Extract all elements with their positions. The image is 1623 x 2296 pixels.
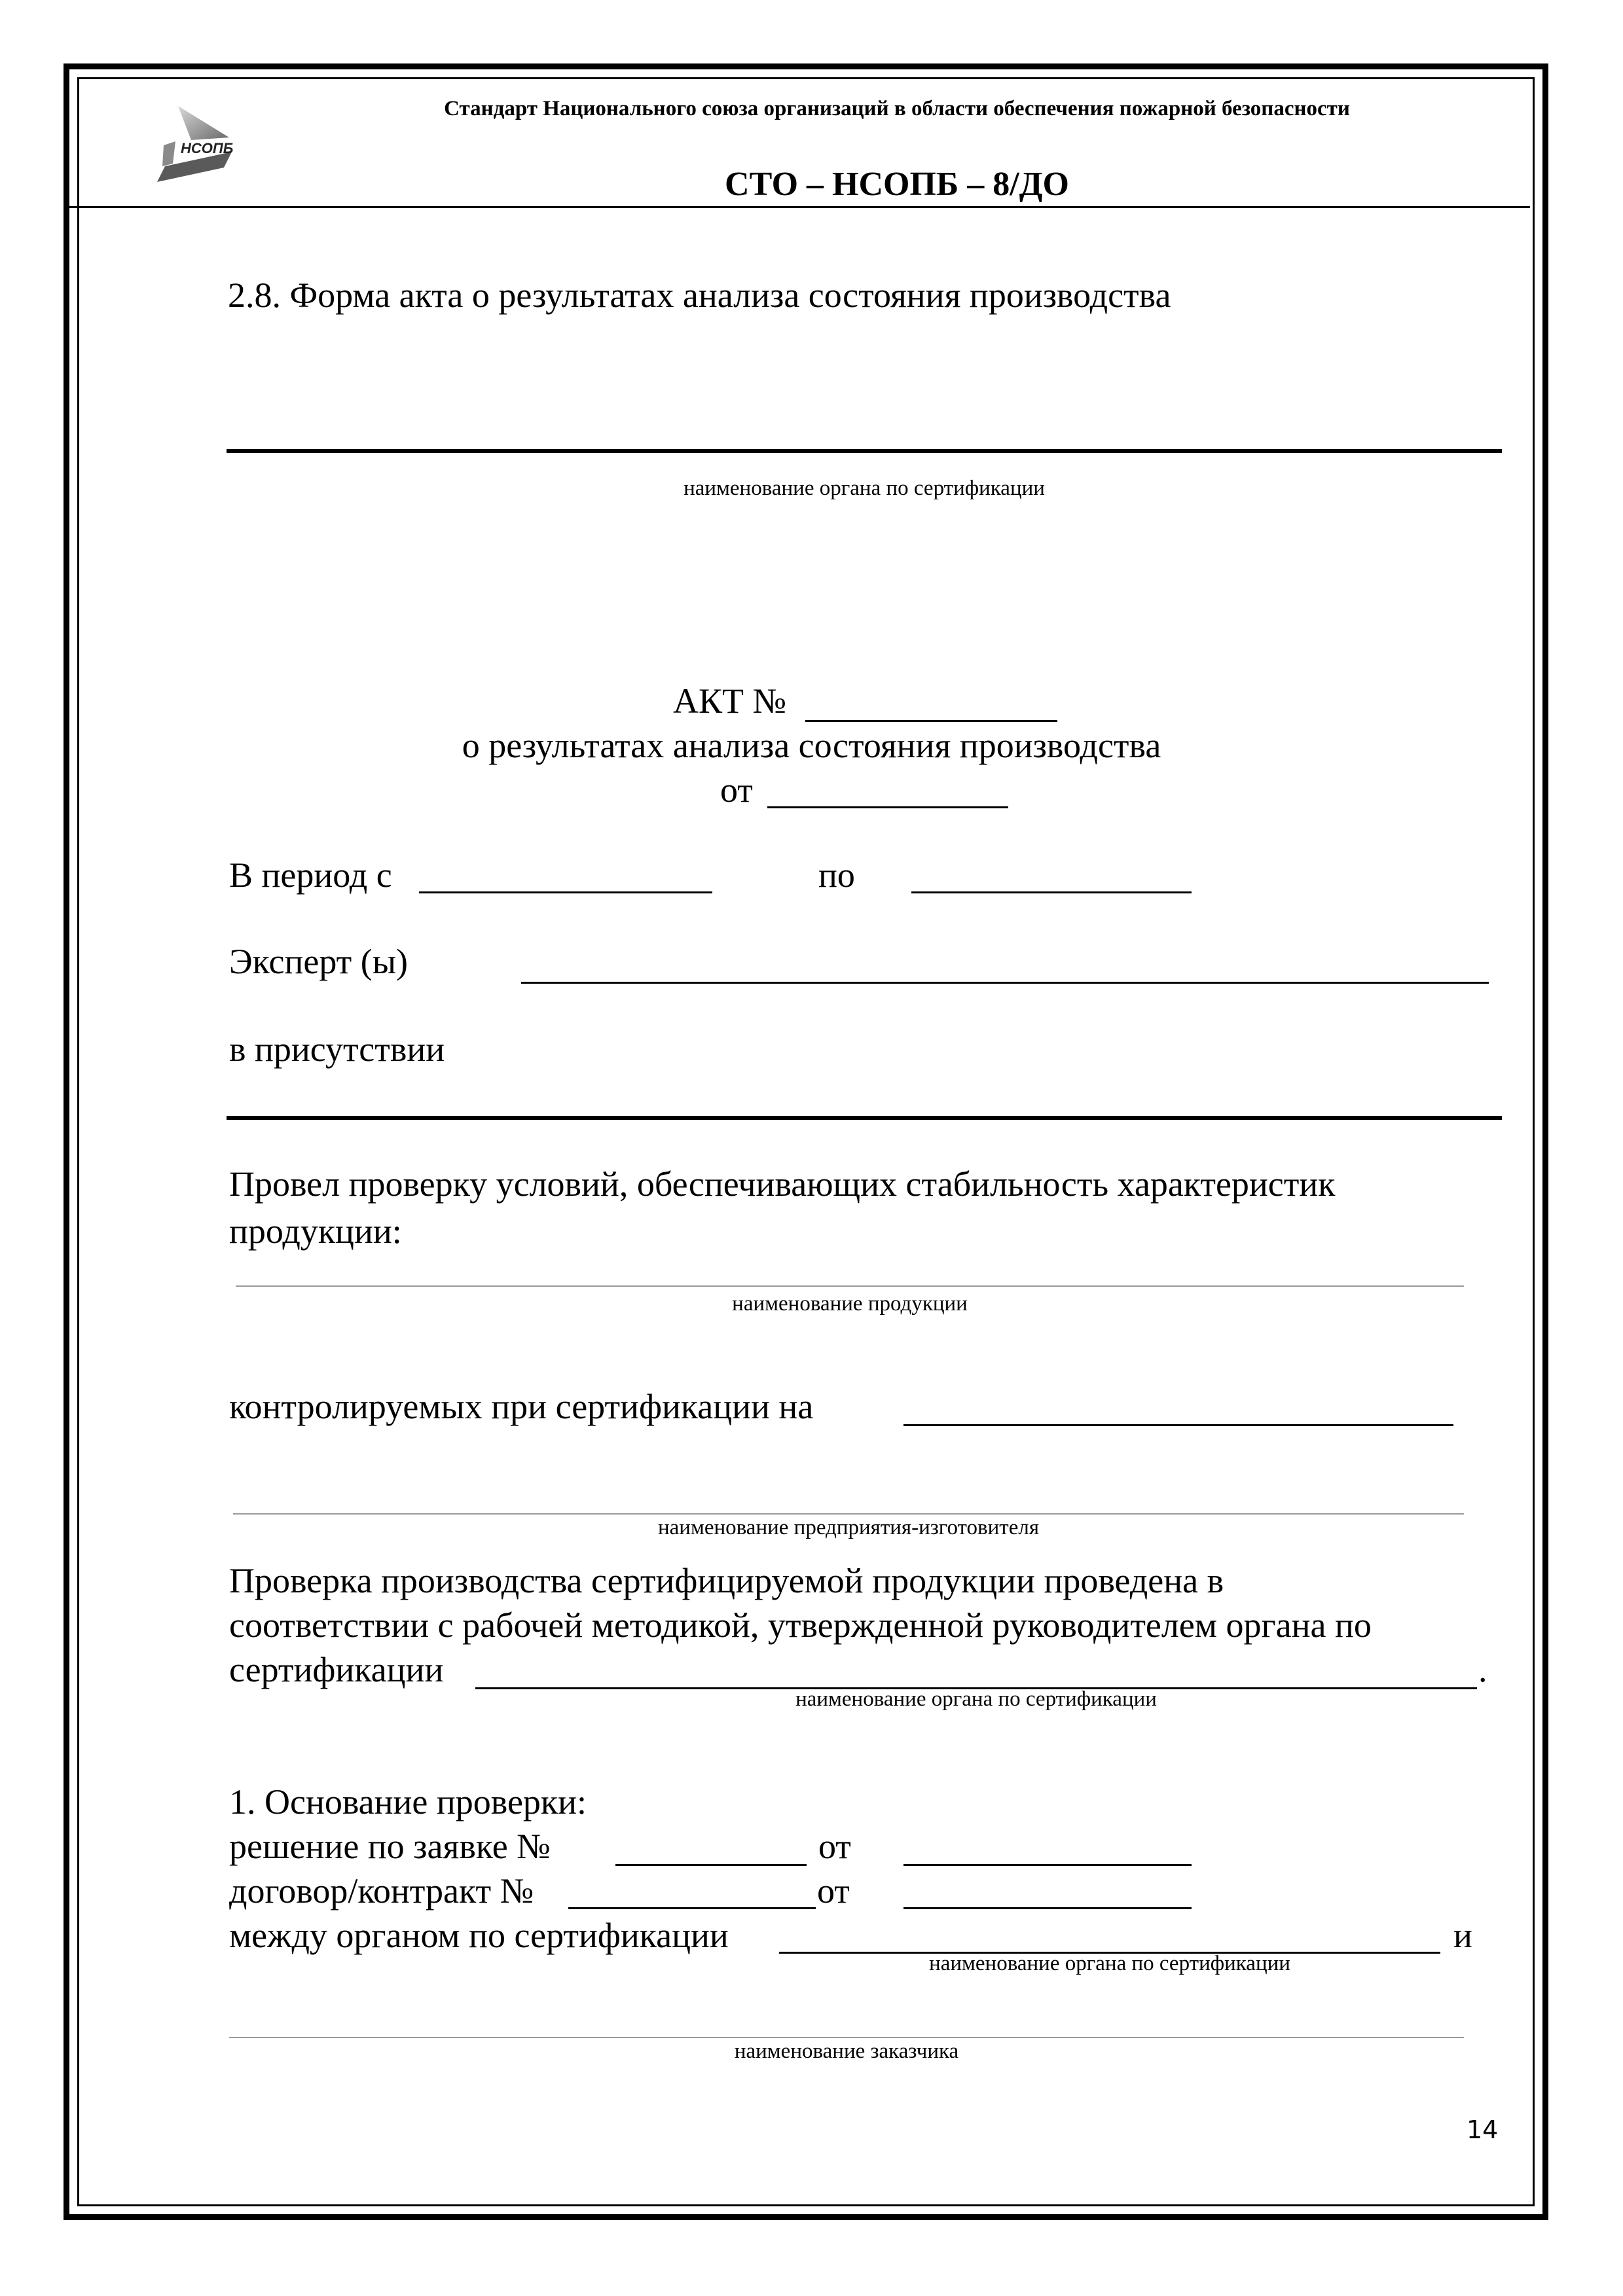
presence-line [227,1116,1502,1120]
application-from-label: от [818,1827,851,1866]
logo-text: НСОПБ [181,140,234,156]
act-date-prefix: от [720,770,753,810]
basis-heading: 1. Основание проверки: [229,1782,587,1821]
application-label: решение по заявке № [229,1827,551,1866]
section-title: 2.8. Форма акта о результатах анализа состояния производства [228,276,1171,315]
application-number-line [615,1864,807,1866]
act-number-line [805,720,1057,722]
between-cert-body-caption: наименование органа по сертификации [929,1952,1290,1975]
nsopb-logo [152,99,244,188]
method-cert-body-caption: наименование органа по сертификации [795,1687,1157,1711]
page-number: 14 [1467,2115,1499,2144]
contract-label: договор/контракт № [229,1871,534,1910]
controlled-line [903,1424,1453,1426]
period-from-label: В период с [229,855,392,895]
cert-body-line [227,449,1502,453]
header-divider [64,206,1530,208]
act-subtitle: о результатах анализа состояния производства [462,726,1161,765]
between-label: между органом по сертификации [229,1916,729,1955]
method-text-line3: сертификации [229,1650,444,1689]
standard-title: Стандарт Национального союза организаций в области обеспечения пожарной безопасности [444,97,1350,120]
method-end-punct: . [1478,1650,1487,1689]
product-line [236,1285,1464,1287]
cert-body-caption: наименование органа по сертификации [684,476,1045,500]
and-label: и [1453,1916,1472,1955]
product-caption: наименование продукции [732,1292,968,1316]
period-from-line [419,891,712,893]
manufacturer-line [233,1513,1464,1515]
experts-label: Эксперт (ы) [229,942,409,981]
contract-date-line [903,1907,1192,1909]
customer-caption: наименование заказчика [734,2039,959,2063]
method-text-line1: Проверка производства сертифицируемой продукции проведена в [229,1561,1224,1600]
presence-label: в присутствии [229,1030,445,1069]
application-date-line [903,1864,1192,1866]
customer-line [229,2037,1464,2038]
controlled-label: контролируемых при сертификации на [229,1387,814,1426]
period-to-line [911,891,1192,893]
method-text-line2: соответствии с рабочей методикой, утвержденной руководителем органа по [229,1605,1372,1645]
act-date-line [767,806,1008,808]
manufacturer-caption: наименование предприятия-изготовителя [658,1516,1039,1539]
check-text-line1: Провел проверку условий, обеспечивающих стабильность характеристик [229,1164,1336,1204]
experts-line [521,982,1489,984]
period-to-label: по [818,855,855,895]
contract-from-label: от [817,1871,850,1910]
doc-code: СТО – НСОПБ – 8/ДО [725,166,1069,203]
contract-number-line [568,1907,816,1909]
check-text-line2: продукции: [229,1211,402,1251]
act-title: АКТ № [673,681,787,721]
